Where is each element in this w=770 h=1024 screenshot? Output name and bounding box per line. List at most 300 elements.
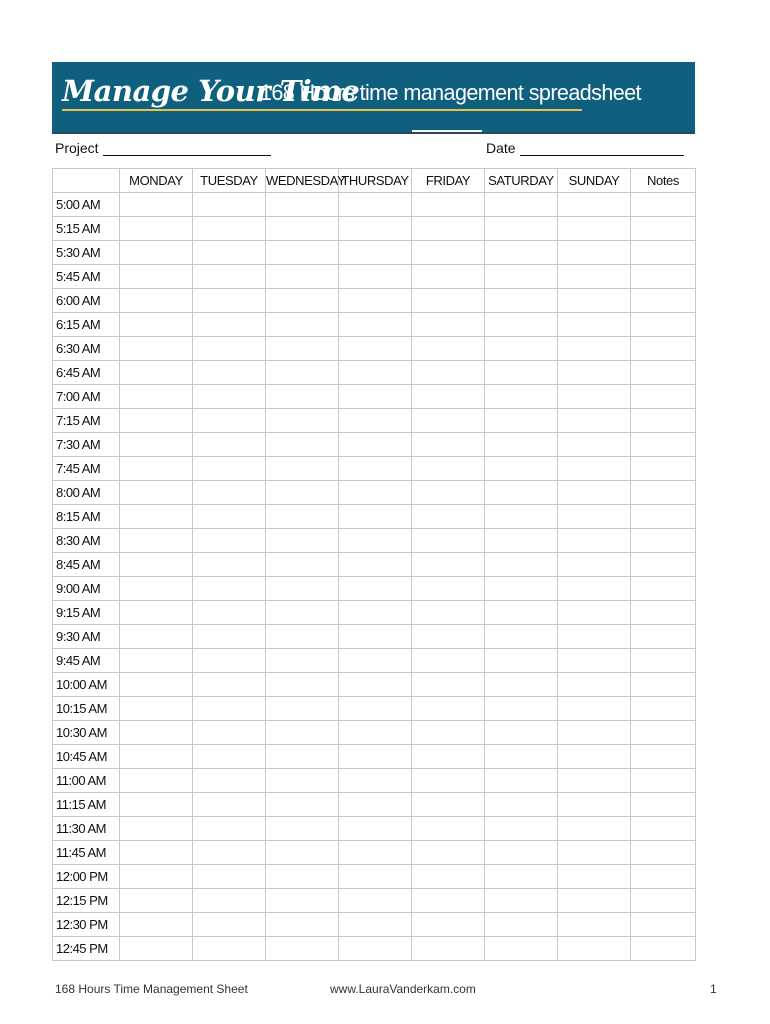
column-header: THURSDAY	[339, 169, 412, 193]
schedule-cell[interactable]	[120, 193, 193, 217]
schedule-cell[interactable]	[631, 553, 696, 577]
schedule-cell[interactable]	[339, 913, 412, 937]
schedule-cell[interactable]	[193, 385, 266, 409]
schedule-cell[interactable]	[193, 697, 266, 721]
schedule-cell[interactable]	[193, 577, 266, 601]
schedule-cell[interactable]	[339, 865, 412, 889]
schedule-cell[interactable]	[485, 265, 558, 289]
schedule-cell[interactable]	[631, 337, 696, 361]
schedule-cell[interactable]	[485, 649, 558, 673]
time-label: 9:15 AM	[53, 601, 120, 625]
schedule-cell[interactable]	[558, 865, 631, 889]
schedule-cell[interactable]	[558, 313, 631, 337]
schedule-cell[interactable]	[412, 433, 485, 457]
schedule-cell[interactable]	[193, 289, 266, 313]
schedule-cell[interactable]	[266, 769, 339, 793]
schedule-cell[interactable]	[120, 673, 193, 697]
schedule-cell[interactable]	[485, 529, 558, 553]
schedule-cell[interactable]	[339, 601, 412, 625]
schedule-cell[interactable]	[558, 385, 631, 409]
schedule-cell[interactable]	[631, 937, 696, 961]
schedule-cell[interactable]	[120, 457, 193, 481]
schedule-cell[interactable]	[412, 553, 485, 577]
schedule-cell[interactable]	[266, 241, 339, 265]
schedule-cell[interactable]	[558, 841, 631, 865]
schedule-cell[interactable]	[631, 865, 696, 889]
schedule-cell[interactable]	[339, 721, 412, 745]
schedule-cell[interactable]	[339, 313, 412, 337]
schedule-cell[interactable]	[412, 505, 485, 529]
schedule-cell[interactable]	[485, 601, 558, 625]
schedule-cell[interactable]	[120, 625, 193, 649]
schedule-cell[interactable]	[266, 457, 339, 481]
schedule-cell[interactable]	[485, 409, 558, 433]
schedule-cell[interactable]	[485, 361, 558, 385]
schedule-cell[interactable]	[193, 937, 266, 961]
project-input-line[interactable]	[103, 141, 271, 156]
schedule-cell[interactable]	[485, 793, 558, 817]
schedule-cell[interactable]	[193, 793, 266, 817]
schedule-cell[interactable]	[193, 865, 266, 889]
schedule-cell[interactable]	[558, 577, 631, 601]
schedule-cell[interactable]	[120, 841, 193, 865]
schedule-cell[interactable]	[631, 193, 696, 217]
schedule-cell[interactable]	[193, 241, 266, 265]
schedule-cell[interactable]	[120, 385, 193, 409]
schedule-cell[interactable]	[631, 601, 696, 625]
schedule-cell[interactable]	[193, 361, 266, 385]
schedule-cell[interactable]	[631, 313, 696, 337]
schedule-cell[interactable]	[631, 673, 696, 697]
time-label: 8:45 AM	[53, 553, 120, 577]
schedule-cell[interactable]	[412, 721, 485, 745]
time-label: 7:00 AM	[53, 385, 120, 409]
schedule-cell[interactable]	[120, 505, 193, 529]
schedule-cell[interactable]	[266, 865, 339, 889]
time-label: 7:45 AM	[53, 457, 120, 481]
table-row	[53, 289, 696, 313]
time-label: 11:00 AM	[53, 769, 120, 793]
schedule-cell[interactable]	[120, 937, 193, 961]
schedule-cell[interactable]	[339, 553, 412, 577]
schedule-cell[interactable]	[558, 697, 631, 721]
schedule-cell[interactable]	[631, 457, 696, 481]
schedule-cell[interactable]	[558, 481, 631, 505]
schedule-cell[interactable]	[631, 793, 696, 817]
time-label: 12:45 PM	[53, 937, 120, 961]
schedule-cell[interactable]	[485, 817, 558, 841]
schedule-cell[interactable]	[266, 433, 339, 457]
schedule-cell[interactable]	[266, 577, 339, 601]
schedule-cell[interactable]	[558, 913, 631, 937]
schedule-cell[interactable]	[266, 625, 339, 649]
schedule-cell[interactable]	[485, 337, 558, 361]
schedule-cell[interactable]	[558, 601, 631, 625]
schedule-cell[interactable]	[631, 721, 696, 745]
schedule-cell[interactable]	[631, 433, 696, 457]
schedule-cell[interactable]	[631, 649, 696, 673]
schedule-cell[interactable]	[631, 505, 696, 529]
schedule-cell[interactable]	[631, 841, 696, 865]
table-row	[53, 529, 696, 553]
schedule-cell[interactable]	[631, 817, 696, 841]
schedule-cell[interactable]	[631, 697, 696, 721]
schedule-cell[interactable]	[266, 361, 339, 385]
schedule-cell[interactable]	[193, 193, 266, 217]
schedule-cell[interactable]	[193, 769, 266, 793]
schedule-cell[interactable]	[485, 841, 558, 865]
schedule-cell[interactable]	[558, 625, 631, 649]
schedule-cell[interactable]	[485, 865, 558, 889]
schedule-cell[interactable]	[120, 889, 193, 913]
table-row	[53, 841, 696, 865]
table-row	[53, 721, 696, 745]
schedule-cell[interactable]	[120, 481, 193, 505]
schedule-cell[interactable]	[339, 625, 412, 649]
schedule-cell[interactable]	[339, 289, 412, 313]
schedule-cell[interactable]	[266, 673, 339, 697]
schedule-cell[interactable]	[339, 577, 412, 601]
schedule-cell[interactable]	[266, 745, 339, 769]
time-label: 9:00 AM	[53, 577, 120, 601]
schedule-cell[interactable]	[485, 217, 558, 241]
schedule-cell[interactable]	[558, 457, 631, 481]
time-label: 10:30 AM	[53, 721, 120, 745]
schedule-cell[interactable]	[193, 481, 266, 505]
schedule-cell[interactable]	[339, 337, 412, 361]
schedule-cell[interactable]	[120, 721, 193, 745]
schedule-cell[interactable]	[485, 697, 558, 721]
schedule-cell[interactable]	[266, 793, 339, 817]
schedule-cell[interactable]	[120, 313, 193, 337]
column-header: SUNDAY	[558, 169, 631, 193]
schedule-cell[interactable]	[266, 913, 339, 937]
schedule-cell[interactable]	[266, 649, 339, 673]
schedule-cell[interactable]	[412, 337, 485, 361]
date-input-line[interactable]	[520, 141, 684, 156]
schedule-cell[interactable]	[412, 529, 485, 553]
schedule-cell[interactable]	[266, 889, 339, 913]
schedule-cell[interactable]	[339, 745, 412, 769]
project-field[interactable]	[55, 140, 271, 156]
schedule-cell[interactable]	[120, 433, 193, 457]
schedule-cell[interactable]	[558, 265, 631, 289]
time-label: 7:30 AM	[53, 433, 120, 457]
schedule-cell[interactable]	[412, 817, 485, 841]
schedule-cell[interactable]	[266, 265, 339, 289]
schedule-cell[interactable]	[485, 193, 558, 217]
schedule-cell[interactable]	[339, 409, 412, 433]
schedule-cell[interactable]	[339, 385, 412, 409]
schedule-cell[interactable]	[631, 241, 696, 265]
schedule-cell[interactable]	[339, 505, 412, 529]
header-banner	[52, 62, 695, 134]
schedule-cell[interactable]	[412, 673, 485, 697]
schedule-cell[interactable]	[193, 601, 266, 625]
schedule-cell[interactable]	[266, 937, 339, 961]
schedule-cell[interactable]	[193, 745, 266, 769]
schedule-cell[interactable]	[120, 553, 193, 577]
schedule-cell[interactable]	[631, 913, 696, 937]
schedule-cell[interactable]	[412, 769, 485, 793]
schedule-cell[interactable]	[266, 505, 339, 529]
schedule-cell[interactable]	[120, 409, 193, 433]
schedule-cell[interactable]	[485, 481, 558, 505]
schedule-cell[interactable]	[193, 841, 266, 865]
schedule-cell[interactable]	[120, 865, 193, 889]
schedule-cell[interactable]	[412, 289, 485, 313]
schedule-cell[interactable]	[339, 673, 412, 697]
schedule-cell[interactable]	[120, 913, 193, 937]
schedule-cell[interactable]	[266, 697, 339, 721]
time-label: 12:15 PM	[53, 889, 120, 913]
schedule-cell[interactable]	[485, 553, 558, 577]
schedule-cell[interactable]	[412, 601, 485, 625]
schedule-cell[interactable]	[485, 769, 558, 793]
schedule-cell[interactable]	[266, 313, 339, 337]
schedule-cell[interactable]	[339, 649, 412, 673]
schedule-cell[interactable]	[412, 457, 485, 481]
schedule-cell[interactable]	[266, 409, 339, 433]
schedule-cell[interactable]	[339, 433, 412, 457]
schedule-cell[interactable]	[412, 241, 485, 265]
schedule-cell[interactable]	[339, 457, 412, 481]
schedule-cell[interactable]	[558, 529, 631, 553]
schedule-cell[interactable]	[485, 289, 558, 313]
schedule-cell[interactable]	[193, 913, 266, 937]
schedule-cell[interactable]	[631, 481, 696, 505]
schedule-cell[interactable]	[412, 745, 485, 769]
schedule-cell[interactable]	[339, 793, 412, 817]
schedule-cell[interactable]	[120, 649, 193, 673]
schedule-cell[interactable]	[631, 289, 696, 313]
date-label: Date	[486, 140, 516, 156]
schedule-cell[interactable]	[193, 433, 266, 457]
schedule-cell[interactable]	[558, 673, 631, 697]
schedule-cell[interactable]	[558, 889, 631, 913]
schedule-cell[interactable]	[193, 217, 266, 241]
schedule-cell[interactable]	[266, 817, 339, 841]
page-number: 1	[710, 982, 717, 996]
table-row	[53, 553, 696, 577]
schedule-cell[interactable]	[193, 505, 266, 529]
schedule-cell[interactable]	[412, 697, 485, 721]
schedule-cell[interactable]	[193, 529, 266, 553]
schedule-cell[interactable]	[485, 505, 558, 529]
schedule-cell[interactable]	[120, 793, 193, 817]
schedule-cell[interactable]	[266, 529, 339, 553]
schedule-cell[interactable]	[485, 577, 558, 601]
schedule-cell[interactable]	[120, 601, 193, 625]
schedule-cell[interactable]	[558, 769, 631, 793]
schedule-cell[interactable]	[339, 841, 412, 865]
schedule-cell[interactable]	[120, 577, 193, 601]
schedule-cell[interactable]	[193, 649, 266, 673]
schedule-cell[interactable]	[412, 889, 485, 913]
date-field[interactable]	[486, 140, 684, 156]
schedule-cell[interactable]	[193, 409, 266, 433]
schedule-cell[interactable]	[412, 841, 485, 865]
footer-url: www.LauraVanderkam.com	[330, 982, 476, 996]
schedule-cell[interactable]	[631, 745, 696, 769]
schedule-cell[interactable]	[631, 889, 696, 913]
schedule-cell[interactable]	[558, 217, 631, 241]
schedule-cell[interactable]	[266, 481, 339, 505]
schedule-cell[interactable]	[120, 769, 193, 793]
schedule-cell[interactable]	[412, 193, 485, 217]
schedule-cell[interactable]	[266, 193, 339, 217]
schedule-cell[interactable]	[339, 697, 412, 721]
schedule-cell[interactable]	[558, 937, 631, 961]
table-row	[53, 865, 696, 889]
schedule-cell[interactable]	[485, 241, 558, 265]
schedule-cell[interactable]	[412, 409, 485, 433]
schedule-cell[interactable]	[485, 625, 558, 649]
schedule-cell[interactable]	[485, 385, 558, 409]
schedule-cell[interactable]	[120, 241, 193, 265]
schedule-cell[interactable]	[412, 649, 485, 673]
schedule-cell[interactable]	[339, 889, 412, 913]
schedule-cell[interactable]	[339, 241, 412, 265]
schedule-cell[interactable]	[558, 409, 631, 433]
schedule-cell[interactable]	[485, 673, 558, 697]
schedule-cell[interactable]	[558, 505, 631, 529]
schedule-cell[interactable]	[631, 265, 696, 289]
schedule-cell[interactable]	[266, 289, 339, 313]
schedule-cell[interactable]	[120, 337, 193, 361]
schedule-cell[interactable]	[266, 721, 339, 745]
column-header: MONDAY	[120, 169, 193, 193]
schedule-cell[interactable]	[339, 217, 412, 241]
schedule-cell[interactable]	[485, 457, 558, 481]
time-label: 11:30 AM	[53, 817, 120, 841]
schedule-cell[interactable]	[266, 337, 339, 361]
schedule-cell[interactable]	[558, 553, 631, 577]
schedule-cell[interactable]	[558, 745, 631, 769]
table-row	[53, 745, 696, 769]
schedule-cell[interactable]	[412, 937, 485, 961]
schedule-cell[interactable]	[412, 313, 485, 337]
table-row	[53, 769, 696, 793]
schedule-cell[interactable]	[412, 793, 485, 817]
schedule-cell[interactable]	[120, 289, 193, 313]
schedule-cell[interactable]	[193, 817, 266, 841]
schedule-cell[interactable]	[193, 553, 266, 577]
schedule-cell[interactable]	[120, 745, 193, 769]
column-header: WEDNESDAY	[266, 169, 339, 193]
schedule-cell[interactable]	[266, 553, 339, 577]
schedule-cell[interactable]	[558, 649, 631, 673]
schedule-cell[interactable]	[339, 937, 412, 961]
schedule-cell[interactable]	[339, 769, 412, 793]
schedule-cell[interactable]	[193, 625, 266, 649]
schedule-cell[interactable]	[339, 361, 412, 385]
schedule-cell[interactable]	[558, 193, 631, 217]
schedule-cell[interactable]	[120, 265, 193, 289]
schedule-cell[interactable]	[193, 337, 266, 361]
schedule-cell[interactable]	[339, 817, 412, 841]
schedule-cell[interactable]	[120, 217, 193, 241]
schedule-cell[interactable]	[266, 601, 339, 625]
table-row	[53, 817, 696, 841]
schedule-cell[interactable]	[339, 193, 412, 217]
schedule-cell[interactable]	[412, 217, 485, 241]
schedule-cell[interactable]	[266, 217, 339, 241]
schedule-cell[interactable]	[266, 385, 339, 409]
schedule-cell[interactable]	[193, 673, 266, 697]
time-label: 8:30 AM	[53, 529, 120, 553]
time-label: 12:00 PM	[53, 865, 120, 889]
schedule-cell[interactable]	[193, 265, 266, 289]
schedule-cell[interactable]	[631, 529, 696, 553]
schedule-cell[interactable]	[558, 241, 631, 265]
time-label: 10:00 AM	[53, 673, 120, 697]
schedule-cell[interactable]	[631, 769, 696, 793]
schedule-cell[interactable]	[485, 745, 558, 769]
schedule-cell[interactable]	[558, 289, 631, 313]
time-label: 6:15 AM	[53, 313, 120, 337]
table-row	[53, 697, 696, 721]
schedule-cell[interactable]	[558, 721, 631, 745]
schedule-cell[interactable]	[412, 361, 485, 385]
schedule-cell[interactable]	[558, 793, 631, 817]
schedule-cell[interactable]	[193, 889, 266, 913]
footer-left: 168 Hours Time Management Sheet	[55, 982, 248, 996]
schedule-cell[interactable]	[412, 913, 485, 937]
schedule-cell[interactable]	[485, 937, 558, 961]
schedule-cell[interactable]	[631, 217, 696, 241]
schedule-cell[interactable]	[193, 457, 266, 481]
schedule-cell[interactable]	[558, 361, 631, 385]
schedule-cell[interactable]	[631, 577, 696, 601]
schedule-cell[interactable]	[558, 337, 631, 361]
schedule-cell[interactable]	[485, 889, 558, 913]
schedule-cell[interactable]	[412, 625, 485, 649]
time-label: 5:15 AM	[53, 217, 120, 241]
schedule-cell[interactable]	[631, 361, 696, 385]
schedule-cell[interactable]	[120, 361, 193, 385]
schedule-cell[interactable]	[631, 625, 696, 649]
schedule-cell[interactable]	[412, 265, 485, 289]
banner-tab-marker	[412, 130, 482, 132]
schedule-cell[interactable]	[120, 817, 193, 841]
schedule-cell[interactable]	[120, 697, 193, 721]
schedule-cell[interactable]	[266, 841, 339, 865]
table-row	[53, 577, 696, 601]
schedule-cell[interactable]	[193, 313, 266, 337]
schedule-cell[interactable]	[485, 433, 558, 457]
schedule-cell[interactable]	[339, 481, 412, 505]
time-label: 9:30 AM	[53, 625, 120, 649]
schedule-cell[interactable]	[631, 409, 696, 433]
schedule-cell[interactable]	[558, 433, 631, 457]
schedule-cell[interactable]	[485, 913, 558, 937]
schedule-cell[interactable]	[339, 265, 412, 289]
schedule-cell[interactable]	[412, 577, 485, 601]
schedule-cell[interactable]	[485, 721, 558, 745]
schedule-cell[interactable]	[412, 481, 485, 505]
schedule-cell[interactable]	[193, 721, 266, 745]
column-header: FRIDAY	[412, 169, 485, 193]
schedule-cell[interactable]	[339, 529, 412, 553]
table-row	[53, 241, 696, 265]
schedule-cell[interactable]	[558, 817, 631, 841]
schedule-cell[interactable]	[631, 385, 696, 409]
schedule-cell[interactable]	[485, 313, 558, 337]
schedule-cell[interactable]	[412, 385, 485, 409]
schedule-cell[interactable]	[120, 529, 193, 553]
schedule-cell[interactable]	[412, 865, 485, 889]
